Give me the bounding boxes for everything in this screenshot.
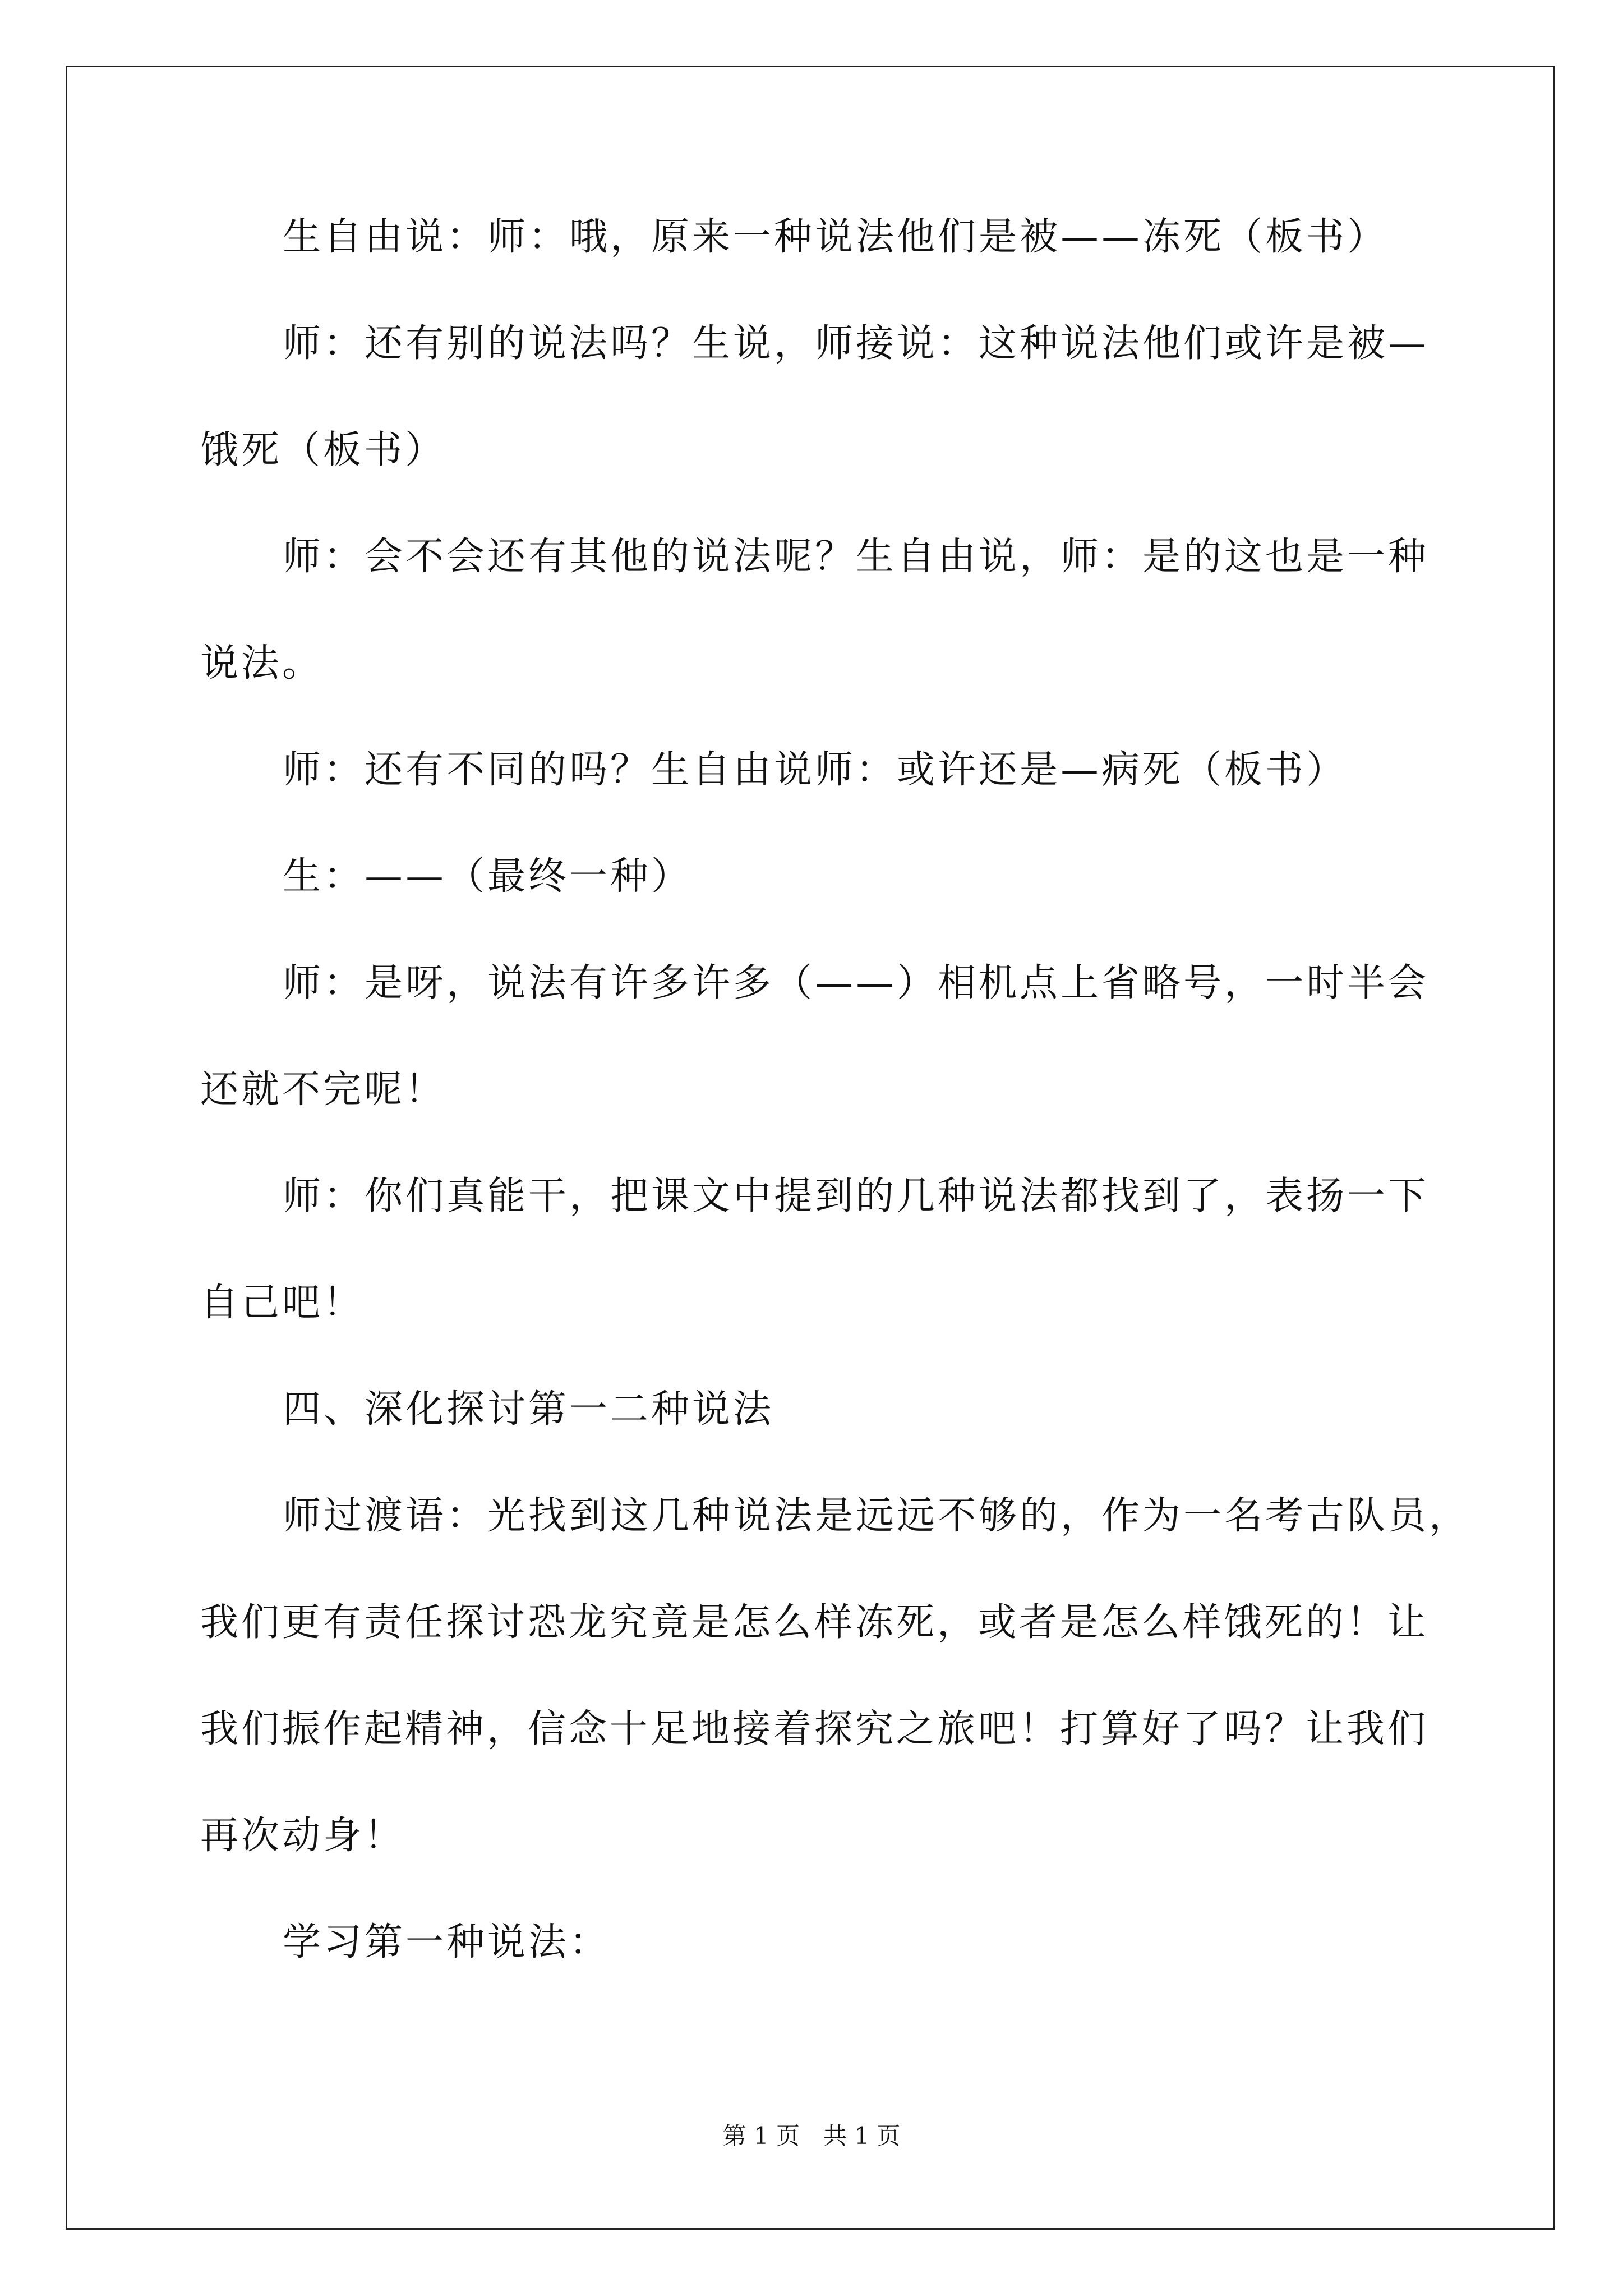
paragraph-line: 师：还有不同的吗？生自由说师：或许还是—病死（板书） <box>283 748 1348 792</box>
paragraph-line: 自己吧！ <box>200 1281 365 1325</box>
page-border <box>66 66 1555 2230</box>
section-heading: 四、深化探讨第一二种说法 <box>283 1387 774 1432</box>
paragraph-line: 我们更有责任探讨恐龙究竟是怎么样冻死，或者是怎么样饿死的！让 <box>200 1600 1429 1645</box>
paragraph-line: 学习第一种说法： <box>283 1920 611 1964</box>
paragraph-line: 师：是呀，说法有许多许多（——）相机点上省略号，一时半会 <box>283 961 1430 1005</box>
paragraph-line: 饿死（板书） <box>200 428 446 472</box>
page-footer <box>0 2119 1623 2153</box>
paragraph-line: 说法。 <box>200 641 324 685</box>
paragraph-line: 师：会不会还有其他的说法呢？生自由说，师：是的这也是一种 <box>283 535 1430 579</box>
paragraph-line: 师：你们真能干，把课文中提到的几种说法都找到了，表扬一下 <box>283 1174 1430 1218</box>
page-total: 共 1 页 <box>823 2122 901 2150</box>
paragraph-line: 生：——（最终一种） <box>283 854 693 899</box>
paragraph-line: 我们振作起精神，信念十足地接着探究之旅吧！打算好了吗？让我们 <box>200 1707 1429 1751</box>
paragraph-line: 还就不完呢！ <box>200 1068 446 1112</box>
paragraph-line: 师：还有别的说法吗？生说，师接说：这种说法他们或许是被— <box>283 321 1430 366</box>
paragraph-line: 再次动身！ <box>200 1814 405 1858</box>
page-number: 第 1 页 <box>722 2122 800 2150</box>
paragraph-line: 师过渡语：光找到这几种说法是远远不够的，作为一名考古队员， <box>283 1494 1470 1538</box>
paragraph-line: 生自由说：师：哦，原来一种说法他们是被——冻死（板书） <box>283 215 1389 259</box>
